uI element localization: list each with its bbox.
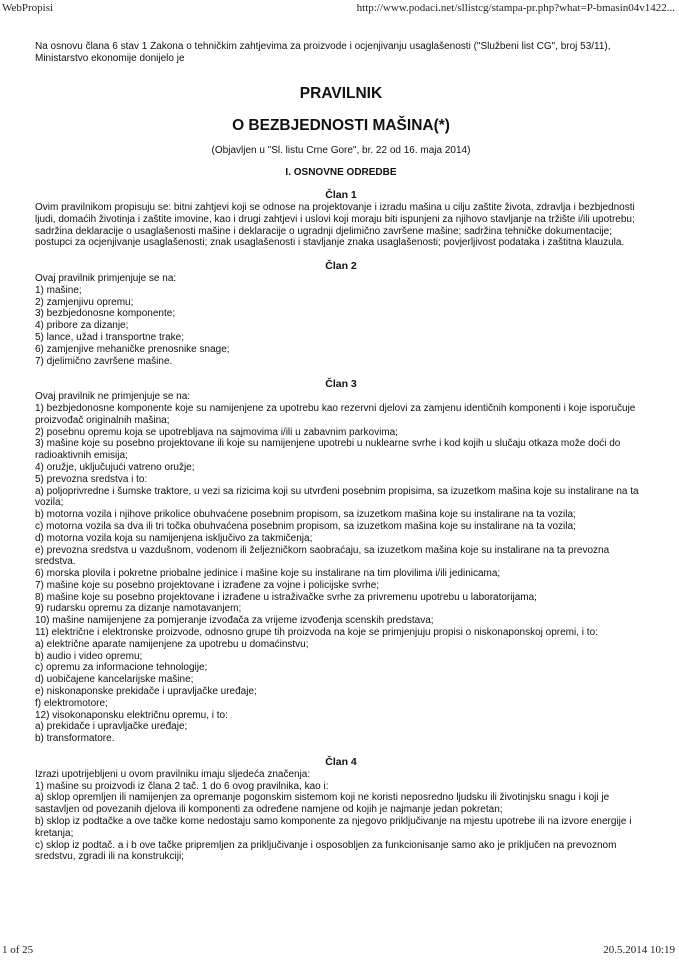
- section-heading: I. OSNOVNE ODREDBE: [285, 167, 397, 179]
- article-paragraph: b) motorna vozila i njihove prikolice obuhvaćene posebnim propisom, sa izuzetkom mašina koje su instalirane na ta vozila;: [35, 509, 576, 521]
- article: [35, 379, 647, 745]
- article-paragraph: 2) posebnu opremu koja se upotrebljava na sajmovima i/ili u zabavnim parkovima;: [35, 426, 398, 438]
- article-paragraph: a) električne aparate namijenjene za upotrebu u domaćinstvu;: [35, 638, 309, 650]
- article: [35, 261, 647, 367]
- article-paragraph: a) prekidače i upravljačke uređaje;: [35, 721, 188, 733]
- article-paragraph: d) motorna vozila koja su namijenjena isključivo za takmičenja;: [35, 532, 313, 544]
- article-paragraph: 4) pribore za dizanje;: [35, 320, 129, 332]
- article-paragraph: b) audio i video opremu;: [35, 650, 143, 662]
- article-paragraph: 6) morska plovila i pokretne priobalne jedinice i mašine koje su instalirane na tim plovilima i/ili jedinicama;: [35, 568, 501, 580]
- article-paragraph: 10) mašine namijenjene za pomjeranje izvođača za vrijeme izvođenja scenskih predstava;: [35, 615, 434, 627]
- article-paragraph: e) niskonaponske prekidače i upravljačke uređaje;: [35, 686, 257, 698]
- article-paragraph: Ovim pravilnikom propisuju se: bitni zahtjevi koji se odnose na projektovanje i izradu mašina u cilju zaštite života, zdravlja i bezbjednosti ljudi, domaćih životinja i zaštite imovine, kao i drugi zahtjevi i uslovi koji moraju biti ispunjeni za njihovo stavljanje na tržište i/ili upotrebu; sadržina deklaracije o usaglašenosti mašine i deklaracije o ugradnji djelimično završene mašine; sadržina tehničke dokumentacije; postupci za ocjenjivanje usaglašenosti; znak usaglašenosti i stavljanje znaka usaglašenosti; povjerljivost podataka i zaštitna klauzula.: [35, 201, 635, 249]
- article-paragraph: e) prevozna sredstva u vazdušnom, vodenom ili željezničkom saobraćaju, sa izuzetkom mašina koje su instalirane na ta prevozna sredstva.: [35, 544, 610, 568]
- article-paragraph: 3) mašine koje su posebno projektovane ili koje su namijenjene upotrebi u nuklearne svrhe i kod kojih u slučaju otkaza može doći do radioaktivnih emisija;: [35, 438, 621, 462]
- article-paragraph: b) sklop iz podtačke a ove tačke kome nedostaju samo komponente za njegovo priključivanje na mjestu upotrebe ili na izvore energije i kretanja;: [35, 816, 632, 839]
- article-paragraph: 3) bezbjedonosne komponente;: [35, 308, 176, 320]
- article-paragraph: Izrazi upotrijebljeni u ovom pravilniku imaju sljedeća značenja:: [35, 768, 311, 780]
- article-paragraph: 11) električne i elektronske proizvode, odnosno grupe tih proizvoda na koje se primjenjuju propisi o niskonaponskoj opremi, i to:: [35, 627, 598, 639]
- article: [35, 190, 647, 249]
- article-paragraph: 1) bezbjedonosne komponente koje su namijenjene za upotrebu kao rezervni djelovi za zamjenu identičnih komponenti i koje isporučuje proizvođač originalnih mašina;: [35, 402, 636, 426]
- article-title: Član 4: [325, 756, 357, 769]
- article-paragraph: c) motorna vozila sa dva ili tri točka obuhvaćena posebnim propisom, sa izuzetkom mašina koje su instalirane na ta vozila;: [35, 520, 576, 532]
- article: [35, 757, 647, 863]
- article-paragraph: Ovaj pravilnik primjenjuje se na:: [35, 272, 177, 284]
- article-paragraph: 6) zamjenjive mehaničke prenosnike snage;: [35, 343, 230, 355]
- article-title: Član 2: [325, 260, 357, 273]
- article-paragraph: 8) mašine koje su posebno projektovane i izrađene u istraživačke svrhe za privremenu upotrebu u laboratorijama;: [35, 591, 537, 603]
- article-paragraph: 1) mašine;: [35, 284, 82, 296]
- article-paragraph: d) uobičajene kancelarijske mašine;: [35, 674, 194, 686]
- article-paragraph: c) opremu za informacione tehnologije;: [35, 662, 208, 674]
- article-paragraph: a) sklop opremljen ili namijenjen za opremanje pogonskim sistemom koji ne koristi neposredno ljudsku ili životinjsku snagu i koji je sastavljen od povezanih djelova ili komponenti za određene namjene od kojih je najmanje jedan pokretan;: [35, 792, 610, 816]
- article-paragraph: f) elektromotore;: [35, 697, 108, 709]
- article-paragraph: 12) visokonaponsku električnu opremu, i to:: [35, 709, 228, 721]
- articles: [35, 190, 647, 863]
- preamble: Na osnovu člana 6 stav 1 Zakona o tehničkim zahtjevima za proizvode i ocjenjivanju usaglašenosti ("Službeni list CG", broj 53/11), Ministarstvo ekonomije donijelo je: [35, 41, 611, 64]
- article-paragraph: 9) rudarsku opremu za dizanje namotavanjem;: [35, 603, 242, 615]
- article-paragraph: 4) oružje, uključujući vatreno oružje;: [35, 461, 195, 473]
- article-paragraph: 2) zamjenjivu opremu;: [35, 296, 134, 308]
- document-subtitle: O BEZBJEDNOSTI MAŠINA(*): [232, 116, 450, 134]
- article-paragraph: c) sklop iz podtač. a i b ove tačke pripremljen za priključivanje i osposobljen za funkcionisanje samo ako je priključen na prevoznom sredstvu, zgradi ili na konstrukciji;: [35, 839, 617, 863]
- page-number: 1 of 25: [2, 944, 34, 956]
- print-datetime: 20.5.2014 10:19: [603, 944, 675, 956]
- article-paragraph: a) poljoprivredne i šumske traktore, u vezi sa rizicima koji su utvrđeni posebnim propisima, sa izuzetkom mašina koje su instalirane na ta vozila;: [35, 485, 639, 509]
- article-paragraph: b) transformatore.: [35, 733, 115, 745]
- article-paragraph: Ovaj pravilnik ne primjenjuje se na:: [35, 391, 191, 403]
- article-paragraph: 7) djelimično završene mašine.: [35, 355, 173, 367]
- article-paragraph: 7) mašine koje su posebno projektovane i izrađene za vojne i policijske svrhe;: [35, 579, 380, 591]
- article-title: Član 1: [325, 189, 357, 202]
- page-url: http://www.podaci.net/sllistcg/stampa-pr.php?what=P-bmasin04v1422...: [356, 2, 675, 14]
- article-paragraph: 1) mašine su proizvodi iz člana 2 tač. 1 do 6 ovog pravilnika, kao i:: [35, 780, 329, 792]
- site-name: WebPropisi: [2, 2, 54, 14]
- article-title: Član 3: [325, 378, 357, 391]
- publication-note: (Objavljen u "Sl. listu Crne Gore", br. 22 od 16. maja 2014): [211, 144, 471, 156]
- article-paragraph: 5) prevozna sredstva i to:: [35, 473, 148, 485]
- article-paragraph: 5) lance, užad i transportne trake;: [35, 331, 184, 343]
- document-title: PRAVILNIK: [299, 84, 383, 102]
- document-body: [35, 41, 647, 863]
